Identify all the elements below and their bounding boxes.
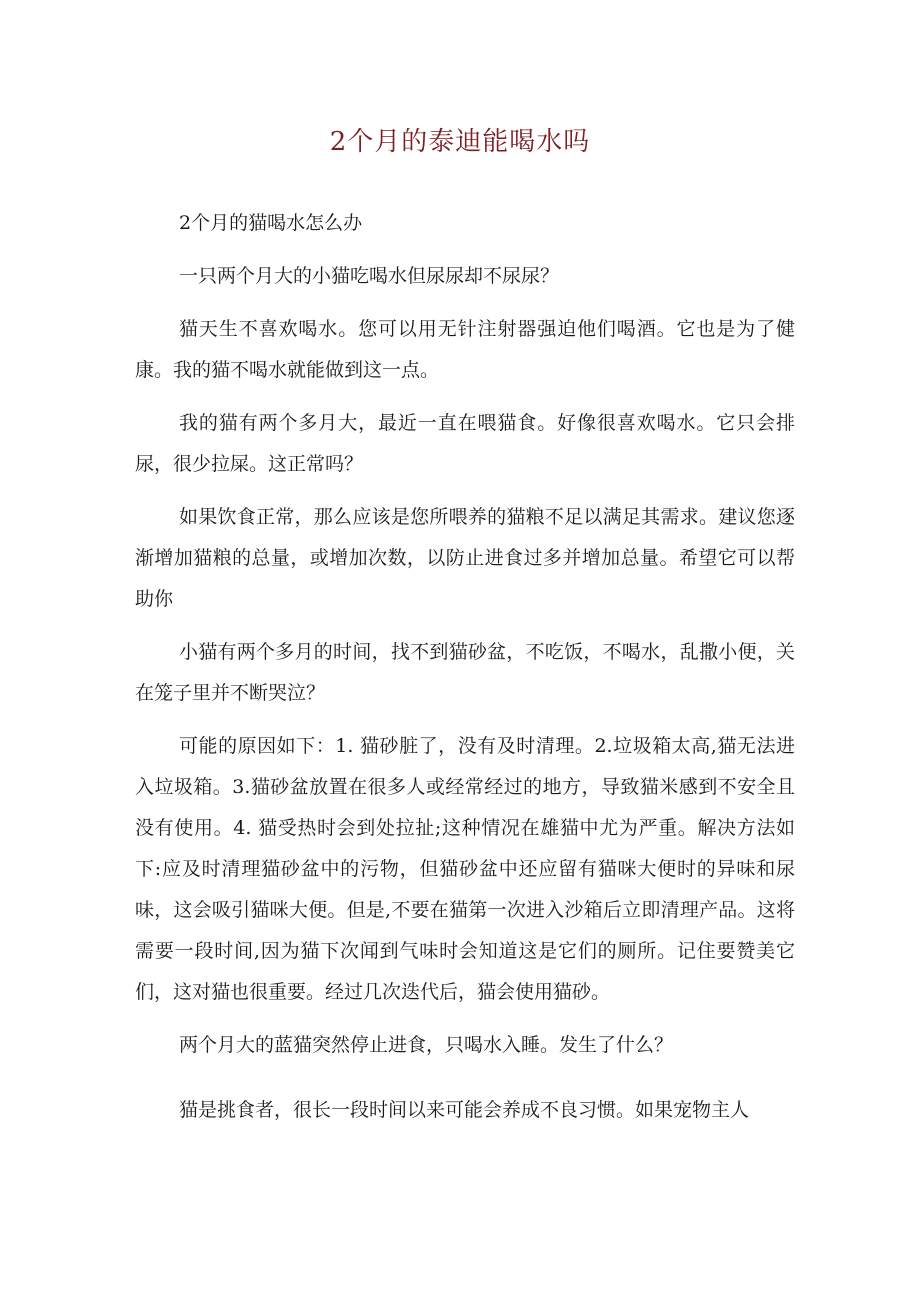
- paragraph-answer-2: 如果饮食正常，那么应该是您所喂养的猫粮不足以满足其需求。建议您逐渐增加猫粮的总量，或增加次数，以防止进食过多并增加总量。希望它可以帮助你: [135, 506, 795, 610]
- document-body: [135, 203, 795, 1143]
- paragraph-question-1: 一只两个月大的小猫吃喝水但尿尿却不尿尿？: [179, 265, 560, 287]
- paragraph-answer-1: 猫天生不喜欢喝水。您可以用无针注射器强迫他们喝酒。它也是为了健康。我的猫不喝水就能做到这一点。: [135, 318, 795, 381]
- paragraph-answer-3: 可能的原因如下：1. 猫砂脏了，没有及时清理。2.垃圾箱太高,猫无法进入垃圾箱。3.猫砂盆放置在很多人或经常经过的地方，导致猫米感到不安全且没有使用。4. 猫受热时会到处拉扯;这种情况在雄猫中尤为严重。解决方法如下:应及时清理猫砂盆中的污物，但猫砂盆中还应留有猫咪大便时的异味和尿味，这会吸引猫咪大便。但是,不要在猫第一次进入沙箱后立即清理产品。这将需要一段时间,因为猫下次闻到气味时会知道这是它们的厕所。记住要赞美它们，这对猫也很重要。经过几次迭代后，猫会使用猫砂。: [135, 735, 795, 1003]
- paragraph-question-4: 两个月大的蓝猫突然停止进食，只喝水入睡。发生了什么？: [179, 1034, 674, 1056]
- paragraph-answer-4: 猫是挑食者，很长一段时间以来可能会养成不良习惯。如果宠物主人: [179, 1099, 750, 1121]
- paragraph-question-3: 小猫有两个多月的时间，找不到猫砂盆，不吃饭，不喝水，乱撒小便，关在笼子里并不断哭泣？: [135, 641, 795, 704]
- paragraph-subtitle: 2个月的猫喝水怎么办: [179, 212, 363, 234]
- document-title: 2个月的泰迪能喝水吗: [329, 127, 591, 157]
- paragraph-question-2: 我的猫有两个多月大，最近一直在喂猫食。好像很喜欢喝水。它只会排尿，很少拉屎。这正常吗？: [135, 412, 795, 475]
